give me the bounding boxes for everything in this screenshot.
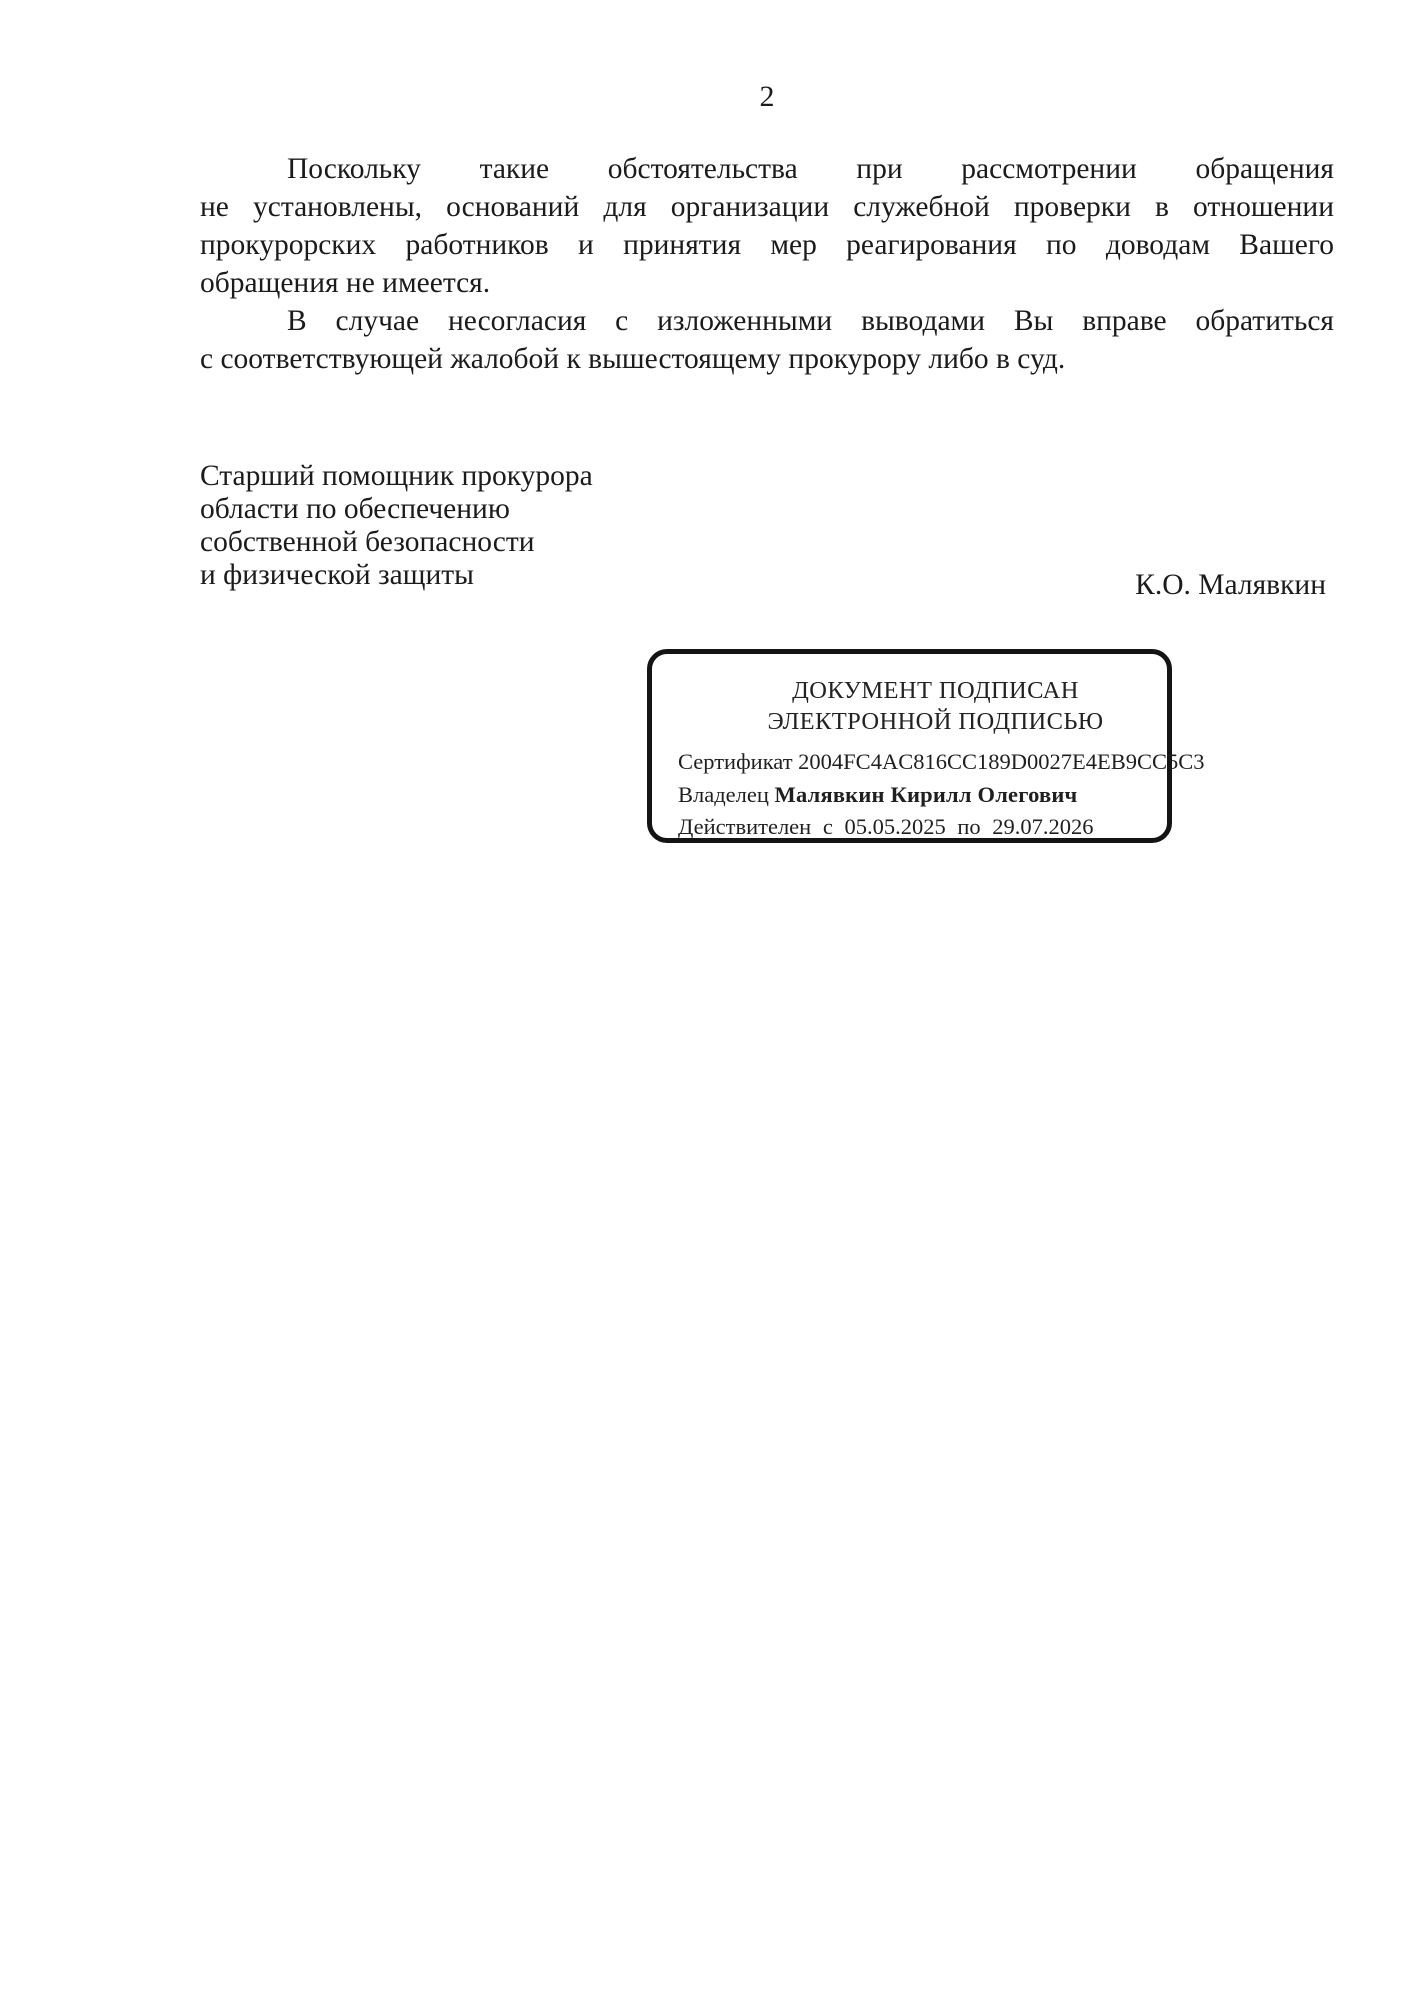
signer-position (200, 460, 840, 592)
digital-signature-stamp (647, 649, 1205, 843)
stamp-certificate-row (678, 746, 1205, 779)
paragraph-1-line-4: обращения не имеется. (200, 267, 491, 299)
signer-position-line-3: собственной безопасности (200, 526, 535, 558)
signature-block (200, 460, 1334, 601)
stamp-title (652, 675, 1167, 737)
stamp-validity-row (678, 811, 1157, 844)
paragraph-1-line-2: не установлены, оснований для организации служебной проверки в отношении (200, 191, 1334, 223)
body-text (200, 150, 1334, 378)
validity-text: Действителен с 05.05.2025 по 29.07.2026 (678, 814, 1094, 839)
owner-name: Малявкин Кирилл Олегович (774, 781, 1078, 807)
paragraph-1-line-3: прокурорских работников и принятия мер реагирования по доводам Вашего (200, 229, 1334, 261)
page-number: 2 (759, 80, 775, 113)
signer-position-line-1: Старший помощник прокурора (200, 460, 593, 492)
stamp-owner-row (678, 779, 1157, 812)
signer-position-line-2: области по обеспечению (200, 493, 510, 525)
signer-position-line-4: и физической защиты (200, 559, 474, 591)
stamp-title-line-2: ЭЛЕКТРОННОЙ ПОДПИСЬЮ (767, 708, 1104, 735)
signer-name: К.О. Малявкин (1135, 569, 1326, 601)
stamp-details (678, 746, 1205, 844)
paragraph-1-line-1: Поскольку такие обстоятельства при рассмотрении обращения (287, 153, 1334, 185)
certificate-label: Сертификат (678, 749, 793, 774)
owner-label: Владелец (678, 781, 769, 807)
paragraph-2-line-2: с соответствующей жалобой к вышестоящему прокурору либо в суд. (200, 343, 1066, 375)
certificate-value: 2004FC4AC816CC189D0027E4EB9CC5C3 (798, 749, 1205, 774)
stamp-title-line-1: ДОКУМЕНТ ПОДПИСАН (792, 677, 1079, 704)
paragraph-2-line-1: В случае несогласия с изложенными выводами Вы вправе обратиться (287, 305, 1334, 337)
